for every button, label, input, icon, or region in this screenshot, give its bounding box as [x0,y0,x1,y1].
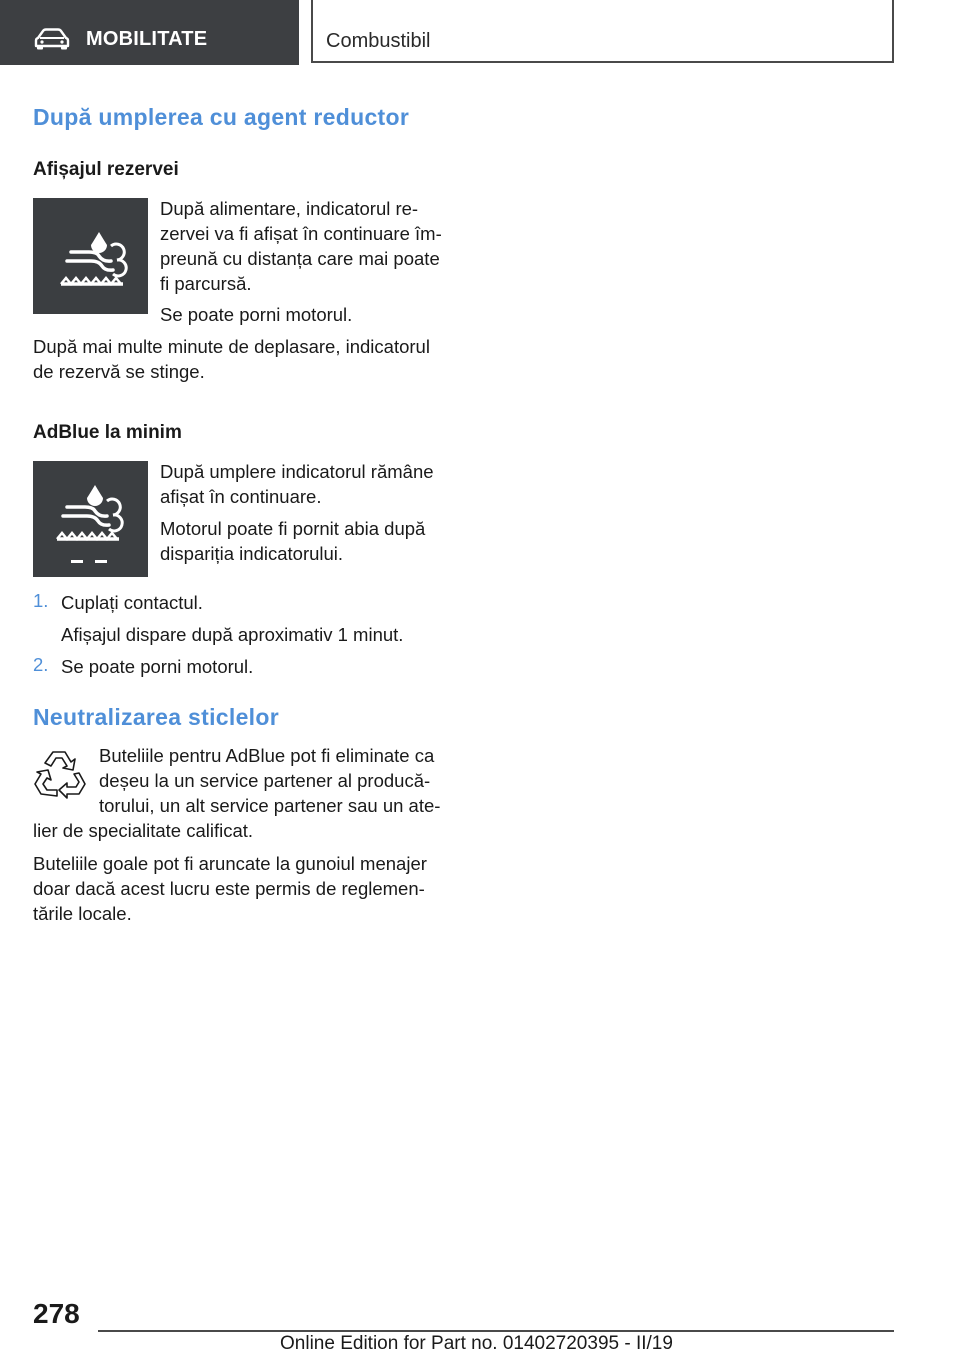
chapter-label: Combustibil [326,30,431,52]
footer-divider [98,1330,894,1332]
disposal-paragraph-1: Buteliile pentru AdBlue pot fi eliminate ca deșeu la un service partener al producă- torului, un alt service partener sau un ate- [99,745,441,816]
minimum-paragraph-1: După umplere indicatorul rămâne afișat în continuare. [160,461,434,507]
disposal-paragraph-2: Buteliile goale pot fi aruncate la gunoiul menajer doar dacă acest lucru este permis de reglemen- tările locale. [33,853,427,924]
section-heading-disposal: Neutralizarea sticlelor [33,704,279,730]
chapter-tab[interactable] [311,0,894,63]
disposal-paragraph-1-cont: lier de specialitate calificat. [33,820,254,841]
car-icon [34,28,70,50]
step-number: 1. [33,590,49,611]
step-number: 2. [33,654,49,675]
reserve-paragraph-3: După mai multe minute de deplasare, indicatorul de rezervă se stinge. [33,336,430,382]
step-text: Se poate porni motorul. [61,656,254,677]
adblue-minimum-indicator-icon [33,461,148,577]
step-text: Cuplați contactul. [61,592,203,613]
section-tab[interactable] [0,0,299,65]
section-heading-refill: După umplerea cu agent reductor [33,104,410,130]
section-label: MOBILITATE [86,28,208,50]
reserve-paragraph-2: Se poate porni motorul. [160,304,353,325]
recycle-icon [33,746,87,800]
subheading-reserve: Afișajul rezervei [33,159,179,180]
adblue-reserve-indicator-icon [33,198,148,314]
step-note: Afișajul dispare după aproximativ 1 minut. [61,624,404,645]
page-number: 278 [33,1298,80,1329]
reserve-paragraph-1: După alimentare, indicatorul re- zervei va fi afișat în continuare îm- preună cu distanța care mai poate fi parcursă. [160,198,442,294]
footer-edition: Online Edition for Part no. 01402720395 - II/19 [280,1333,673,1354]
minimum-paragraph-2: Motorul poate fi pornit abia după dispariția indicatorului. [160,518,426,564]
subheading-minimum: AdBlue la minim [33,422,182,443]
